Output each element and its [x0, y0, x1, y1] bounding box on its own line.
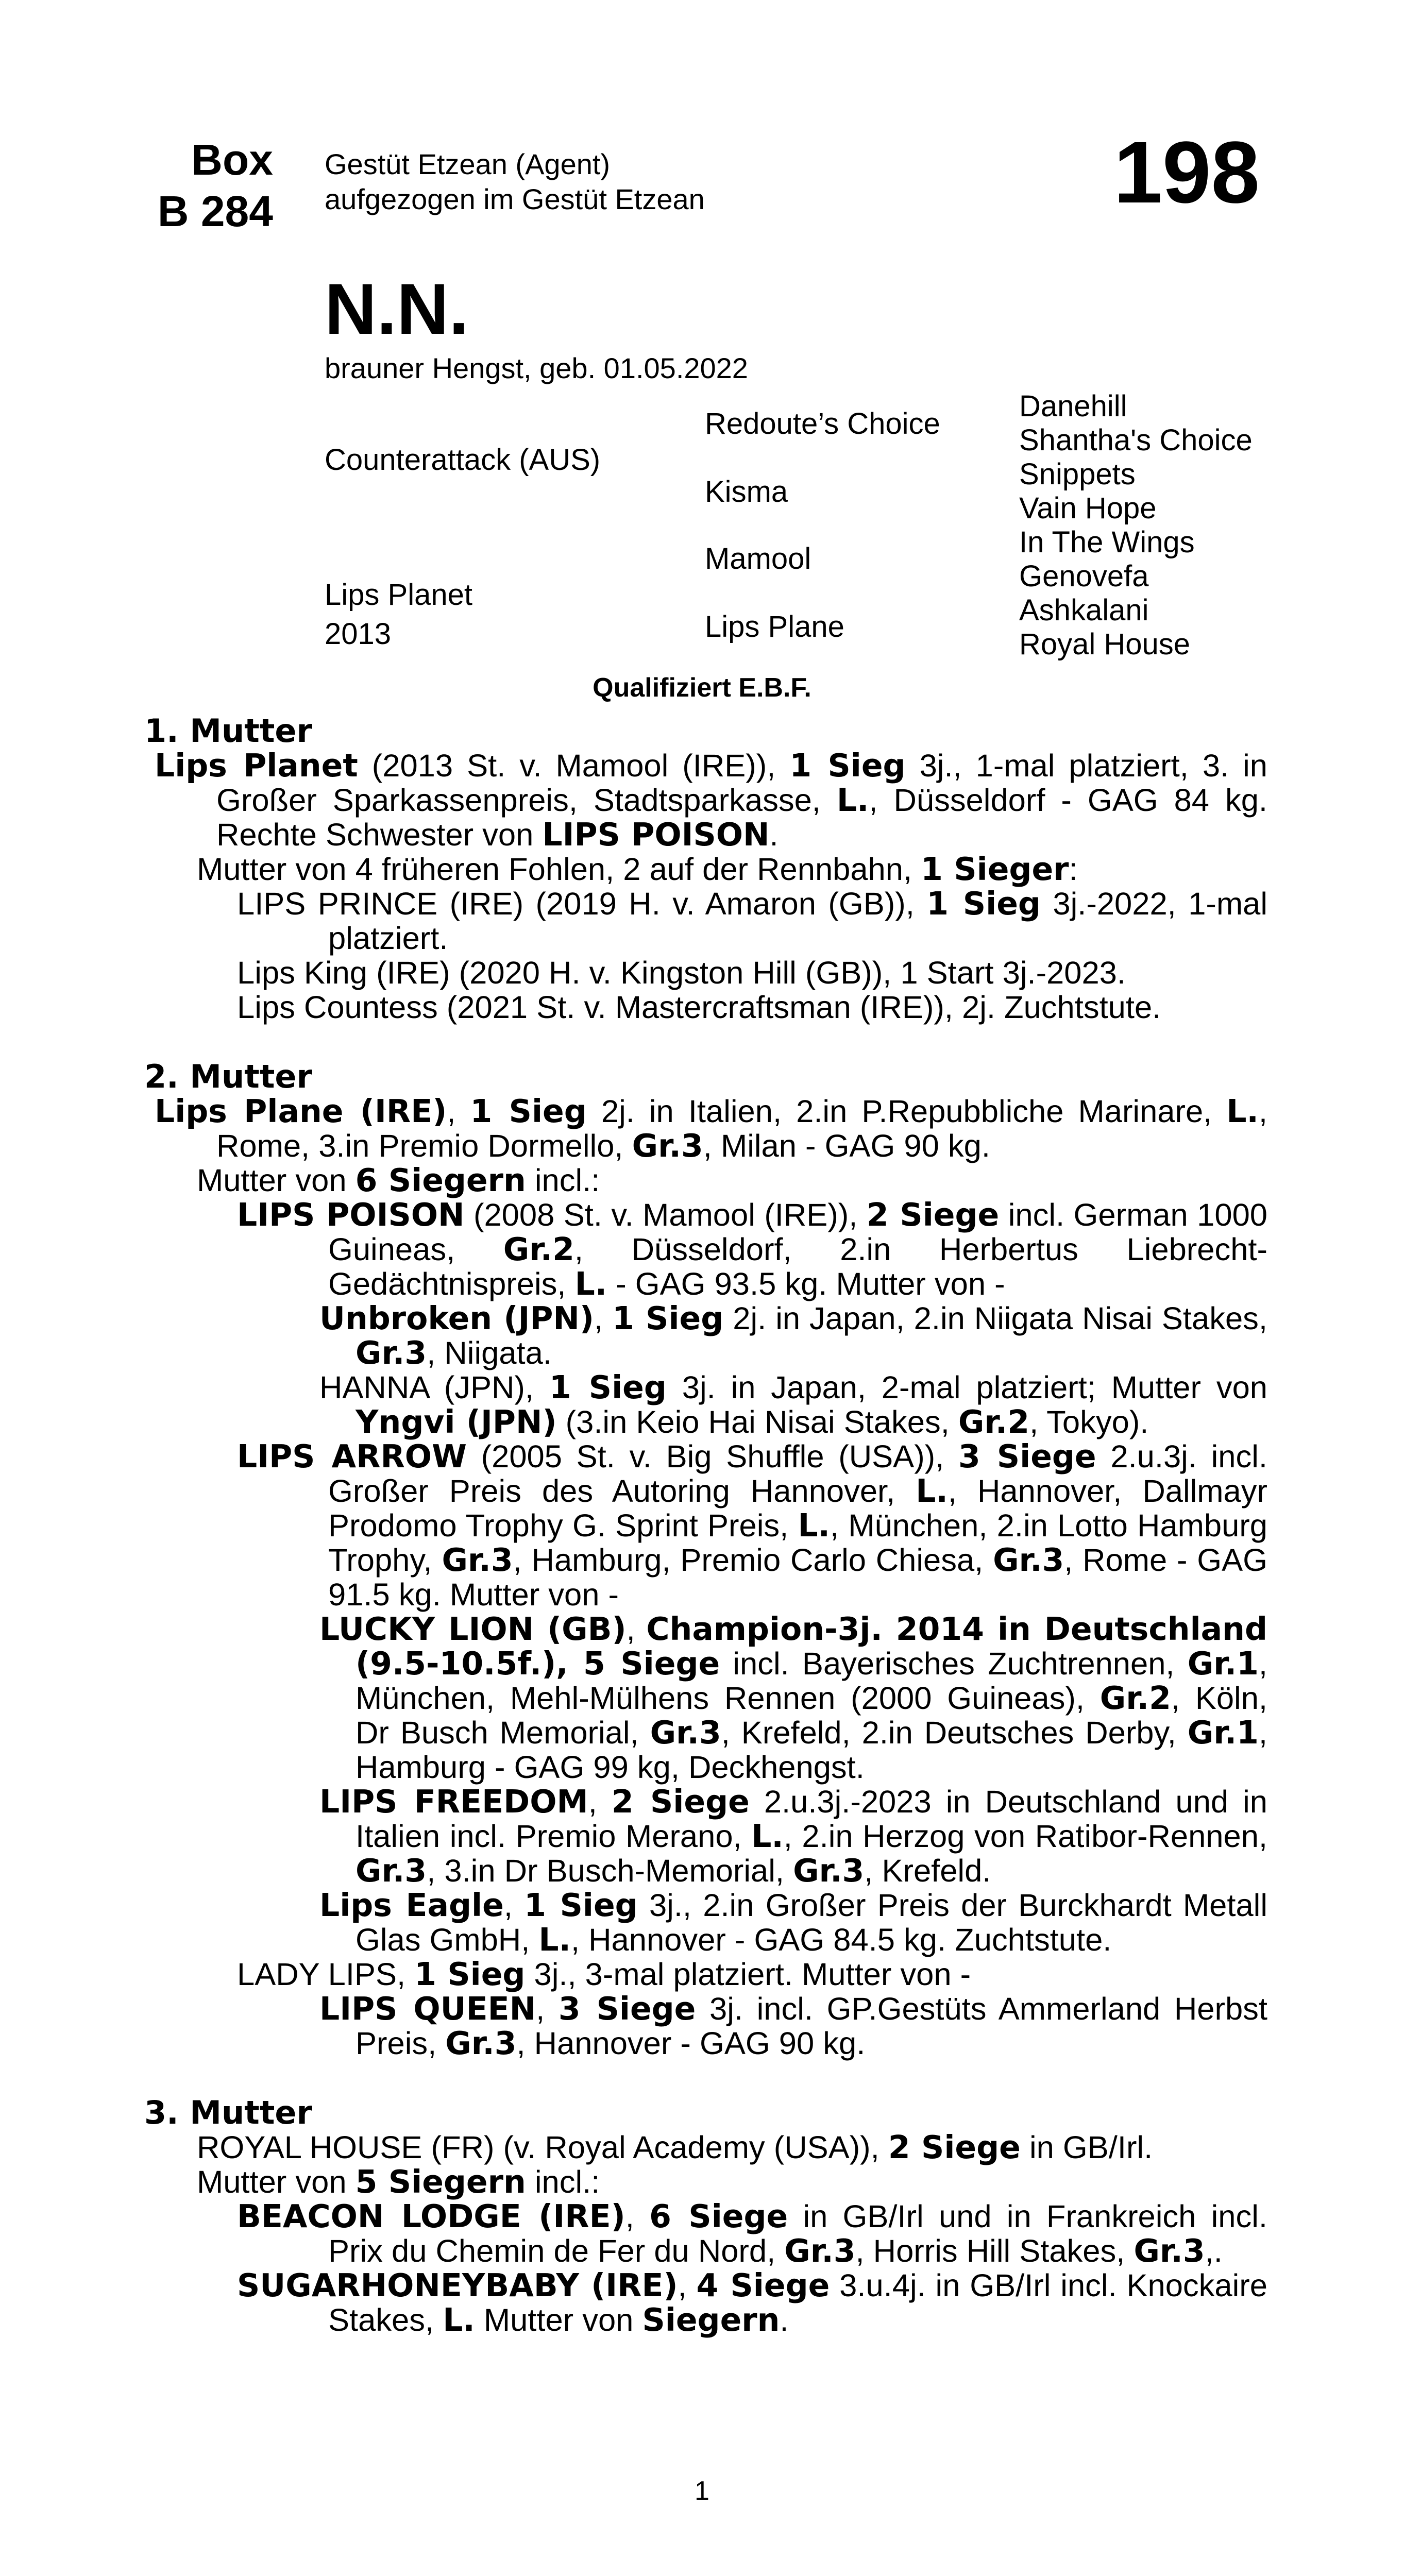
section-heading-2: 2. Mutter — [144, 1058, 313, 1095]
pedigree-gen3: Ashkalani — [1019, 594, 1149, 627]
produce-entry: LUCKY LION (GB), Champion-3j. 2014 in Deutschland (9.5-10.5f.), 5 Siege incl. Bayerisches Zuchtrennen, Gr.1, München, Mehl-Mülhens Rennen (2000 Guineas), Gr.2, Köln, Dr Busch Memorial, Gr.3, Krefeld, 2.in Deutsches Derby, Gr.1, Hamburg - GAG 99 kg, Deckhengst. — [319, 1611, 1268, 1785]
pedigree-gen2: Mamool — [705, 542, 811, 575]
pedigree-gen3: Vain Hope — [1019, 492, 1157, 525]
box-info — [124, 134, 273, 237]
horse-description: brauner Hengst, geb. 01.05.2022 — [325, 352, 748, 384]
pedigree-gen3: Shantha's Choice — [1019, 423, 1253, 457]
produce-summary: Mutter von 5 Siegern incl.: — [197, 2163, 600, 2200]
consignor: Gestüt Etzean (Agent) — [325, 148, 611, 180]
pedigree-dam: Lips Planet — [325, 578, 472, 612]
produce-entry: SUGARHONEYBABY (IRE), 4 Siege 3.u.4j. in GB/Irl incl. Knockaire Stakes, L. Mutter von Siegern. — [237, 2267, 1267, 2338]
produce-entry: Lips Eagle, 1 Sieg 3j., 2.in Großer Preis der Burckhardt Metall Glas GmbH, L., Hannover - GAG 84.5 kg. Zuchtstute. — [319, 1887, 1267, 1958]
box-label: Box — [191, 135, 273, 184]
pedigree-gen3: Danehill — [1019, 389, 1127, 423]
produce-entry: LIPS PRINCE (IRE) (2019 H. v. Amaron (GB)), 1 Sieg 3j.-2022, 1-mal platziert. — [237, 885, 1267, 956]
pedigree-gen3: Genovefa — [1019, 560, 1149, 593]
produce-entry: HANNA (JPN), 1 Sieg 3j. in Japan, 2-mal platziert; Mutter von Yngvi (JPN) (3.in Keio Hai Nisai Stakes, Gr.2, Tokyo). — [319, 1369, 1267, 1440]
produce-entry: Unbroken (JPN), 1 Sieg 2j. in Japan, 2.in Niigata Nisai Stakes, Gr.3, Niigata. — [319, 1300, 1267, 1371]
dam-entry: Lips Plane (IRE), 1 Sieg 2j. in Italien, 2.in P.Repubbliche Marinare, L., Rome, 3.in Premio Dormello, Gr.3, Milan - GAG 90 kg. — [155, 1093, 1267, 1164]
produce-entry: LIPS ARROW (2005 St. v. Big Shuffle (USA)), 3 Siege 2.u.3j. incl. Großer Preis des Autoring Hannover, L., Hannover, Dallmayr Prodomo Trophy G. Sprint Preis, L., München, 2.in Lotto Hamburg Trophy, Gr.3, Hamburg, Premio Carlo Chiesa, Gr.3, Rome - GAG 91.5 kg. Mutter von - — [237, 1438, 1268, 1613]
pedigree-dam-year: 2013 — [325, 617, 392, 651]
produce-entry: LADY LIPS, 1 Sieg 3j., 3-mal platziert. Mutter von - — [237, 1956, 971, 1993]
pedigree-gen3: Snippets — [1019, 457, 1136, 491]
consignor-info — [325, 147, 705, 217]
raised-at: aufgezogen im Gestüt Etzean — [325, 183, 705, 215]
section-heading-3: 3. Mutter — [144, 2094, 313, 2131]
produce-entry: Lips King (IRE) (2020 H. v. Kingston Hill (GB)), 1 Start 3j.-2023. — [237, 955, 1126, 991]
pedigree-gen2: Kisma — [705, 475, 788, 509]
box-number: B 284 — [157, 187, 273, 235]
pedigree-gen2: Redoute’s Choice — [705, 407, 940, 440]
dam-entry: ROYAL HOUSE (FR) (v. Royal Academy (USA)), 2 Siege in GB/Irl. — [197, 2129, 1153, 2166]
pedigree-gen2: Lips Plane — [705, 610, 844, 643]
lot-number: 198 — [1113, 124, 1260, 222]
produce-summary: Mutter von 6 Siegern incl.: — [197, 1162, 600, 1199]
produce-entry: LIPS QUEEN, 3 Siege 3j. incl. GP.Gestüts Ammerland Herbst Preis, Gr.3, Hannover - GAG 90 kg. — [319, 1990, 1267, 2062]
horse-name: N.N. — [325, 268, 469, 349]
pedigree-sire: Counterattack (AUS) — [325, 443, 601, 477]
produce-entry: LIPS POISON (2008 St. v. Mamool (IRE)), 2 Siege incl. German 1000 Guineas, Gr.2, Düsseldorf, 2.in Herbertus Liebrecht-Gedächtnispreis, L. - GAG 93.5 kg. Mutter von - — [237, 1196, 1267, 1302]
produce-entry: LIPS FREEDOM, 2 Siege 2.u.3j.-2023 in Deutschland und in Italien incl. Premio Merano, L., 2.in Herzog von Ratibor-Rennen, Gr.3, 3.in Dr Busch-Memorial, Gr.3, Krefeld. — [319, 1783, 1267, 1889]
section-heading-1: 1. Mutter — [144, 712, 313, 750]
pedigree-gen3: Royal House — [1019, 628, 1191, 661]
pedigree-gen3: In The Wings — [1019, 526, 1195, 559]
qualification: Qualifiziert E.B.F. — [593, 673, 811, 703]
produce-entry: Lips Countess (2021 St. v. Mastercraftsman (IRE)), 2j. Zuchtstute. — [237, 990, 1161, 1025]
produce-summary: Mutter von 4 früheren Fohlen, 2 auf der Rennbahn, 1 Sieger: — [197, 851, 1078, 888]
page-number: 1 — [695, 2476, 709, 2506]
dam-line — [144, 714, 1267, 2337]
produce-entry: BEACON LODGE (IRE), 6 Siege in GB/Irl und in Frankreich incl. Prix du Chemin de Fer du Nord, Gr.3, Horris Hill Stakes, Gr.3,. — [237, 2198, 1267, 2269]
dam-entry: Lips Planet (2013 St. v. Mamool (IRE)), 1 Sieg 3j., 1-mal platziert, 3. in Großer Sparkassenpreis, Stadtsparkasse, L., Düsseldorf - GAG 84 kg. Rechte Schwester von LIPS POISON. — [155, 747, 1268, 853]
